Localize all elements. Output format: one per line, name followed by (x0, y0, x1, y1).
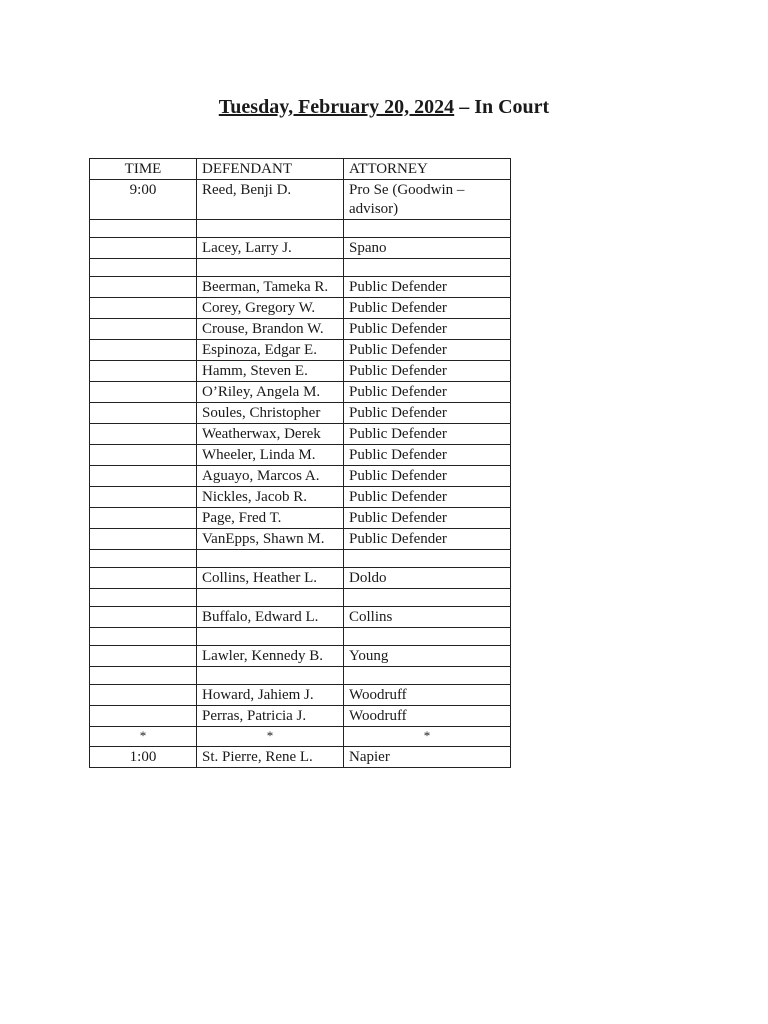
blank-cell (197, 589, 344, 607)
defendant-cell: Perras, Patricia J. (197, 706, 344, 727)
table-row (90, 747, 511, 768)
time-cell: 1:00 (90, 747, 197, 768)
time-cell (90, 487, 197, 508)
blank-row (90, 550, 511, 568)
docket-table (89, 158, 511, 768)
blank-cell (90, 589, 197, 607)
defendant-cell: Corey, Gregory W. (197, 298, 344, 319)
header-attorney: ATTORNEY (344, 159, 511, 180)
time-cell (90, 403, 197, 424)
table-row (90, 646, 511, 667)
docket-body (90, 180, 511, 768)
defendant-cell: VanEpps, Shawn M. (197, 529, 344, 550)
attorney-cell: Collins (344, 607, 511, 628)
attorney-cell: Public Defender (344, 424, 511, 445)
header-time: TIME (90, 159, 197, 180)
table-row (90, 607, 511, 628)
table-row (90, 382, 511, 403)
time-cell (90, 238, 197, 259)
blank-cell (197, 667, 344, 685)
attorney-cell: * (344, 727, 511, 747)
attorney-cell: Public Defender (344, 487, 511, 508)
attorney-cell: Public Defender (344, 277, 511, 298)
title-suffix: – In Court (454, 96, 550, 118)
blank-cell (197, 550, 344, 568)
header-defendant: DEFENDANT (197, 159, 344, 180)
table-row (90, 180, 511, 220)
attorney-cell: Pro Se (Goodwin – advisor) (344, 180, 511, 220)
defendant-cell: Beerman, Tameka R. (197, 277, 344, 298)
time-cell (90, 277, 197, 298)
defendant-cell: Reed, Benji D. (197, 180, 344, 220)
blank-row (90, 628, 511, 646)
attorney-cell: Public Defender (344, 340, 511, 361)
defendant-cell: O’Riley, Angela M. (197, 382, 344, 403)
defendant-cell: * (197, 727, 344, 747)
separator-row (90, 727, 511, 747)
defendant-cell: Collins, Heather L. (197, 568, 344, 589)
blank-cell (90, 220, 197, 238)
attorney-cell: Public Defender (344, 445, 511, 466)
attorney-cell: Spano (344, 238, 511, 259)
time-cell (90, 706, 197, 727)
defendant-cell: Lawler, Kennedy B. (197, 646, 344, 667)
defendant-cell: Nickles, Jacob R. (197, 487, 344, 508)
time-cell (90, 424, 197, 445)
time-cell (90, 361, 197, 382)
time-cell (90, 319, 197, 340)
time-cell (90, 340, 197, 361)
blank-cell (90, 628, 197, 646)
blank-cell (90, 550, 197, 568)
blank-row (90, 667, 511, 685)
attorney-cell: Public Defender (344, 382, 511, 403)
attorney-cell: Young (344, 646, 511, 667)
attorney-cell: Woodruff (344, 685, 511, 706)
attorney-cell: Doldo (344, 568, 511, 589)
defendant-cell: Aguayo, Marcos A. (197, 466, 344, 487)
defendant-cell: Crouse, Brandon W. (197, 319, 344, 340)
table-row (90, 340, 511, 361)
blank-cell (344, 628, 511, 646)
table-row (90, 529, 511, 550)
attorney-cell: Public Defender (344, 319, 511, 340)
blank-cell (197, 259, 344, 277)
time-cell (90, 466, 197, 487)
time-cell (90, 685, 197, 706)
table-row (90, 706, 511, 727)
table-row (90, 445, 511, 466)
table-row (90, 424, 511, 445)
table-row (90, 487, 511, 508)
time-cell (90, 646, 197, 667)
time-cell (90, 568, 197, 589)
defendant-cell: Soules, Christopher (197, 403, 344, 424)
time-cell (90, 607, 197, 628)
time-cell (90, 298, 197, 319)
blank-row (90, 259, 511, 277)
table-row (90, 685, 511, 706)
table-row (90, 466, 511, 487)
attorney-cell: Public Defender (344, 361, 511, 382)
defendant-cell: Espinoza, Edgar E. (197, 340, 344, 361)
blank-cell (197, 220, 344, 238)
title-date: Tuesday, February 20, 2024 (218, 96, 455, 118)
header-row (90, 159, 511, 180)
attorney-cell: Public Defender (344, 298, 511, 319)
attorney-cell: Napier (344, 747, 511, 768)
table-row (90, 568, 511, 589)
blank-row (90, 220, 511, 238)
time-cell (90, 445, 197, 466)
time-cell: * (90, 727, 197, 747)
time-cell: 9:00 (90, 180, 197, 220)
attorney-cell: Public Defender (344, 403, 511, 424)
attorney-cell: Public Defender (344, 466, 511, 487)
blank-cell (344, 667, 511, 685)
attorney-cell: Public Defender (344, 508, 511, 529)
attorney-cell: Public Defender (344, 529, 511, 550)
blank-cell (90, 667, 197, 685)
blank-cell (90, 259, 197, 277)
table-row (90, 319, 511, 340)
defendant-cell: Hamm, Steven E. (197, 361, 344, 382)
attorney-cell: Woodruff (344, 706, 511, 727)
table-row (90, 403, 511, 424)
blank-cell (344, 220, 511, 238)
blank-cell (197, 628, 344, 646)
defendant-cell: Buffalo, Edward L. (197, 607, 344, 628)
table-row (90, 238, 511, 259)
defendant-cell: Weatherwax, Derek (197, 424, 344, 445)
table-row (90, 277, 511, 298)
time-cell (90, 382, 197, 403)
defendant-cell: St. Pierre, Rene L. (197, 747, 344, 768)
defendant-cell: Wheeler, Linda M. (197, 445, 344, 466)
table-row (90, 361, 511, 382)
table-row (90, 508, 511, 529)
blank-cell (344, 259, 511, 277)
time-cell (90, 508, 197, 529)
defendant-cell: Howard, Jahiem J. (197, 685, 344, 706)
blank-cell (344, 589, 511, 607)
blank-row (90, 589, 511, 607)
blank-cell (344, 550, 511, 568)
page-title (0, 96, 768, 119)
defendant-cell: Page, Fred T. (197, 508, 344, 529)
defendant-cell: Lacey, Larry J. (197, 238, 344, 259)
table-row (90, 298, 511, 319)
time-cell (90, 529, 197, 550)
